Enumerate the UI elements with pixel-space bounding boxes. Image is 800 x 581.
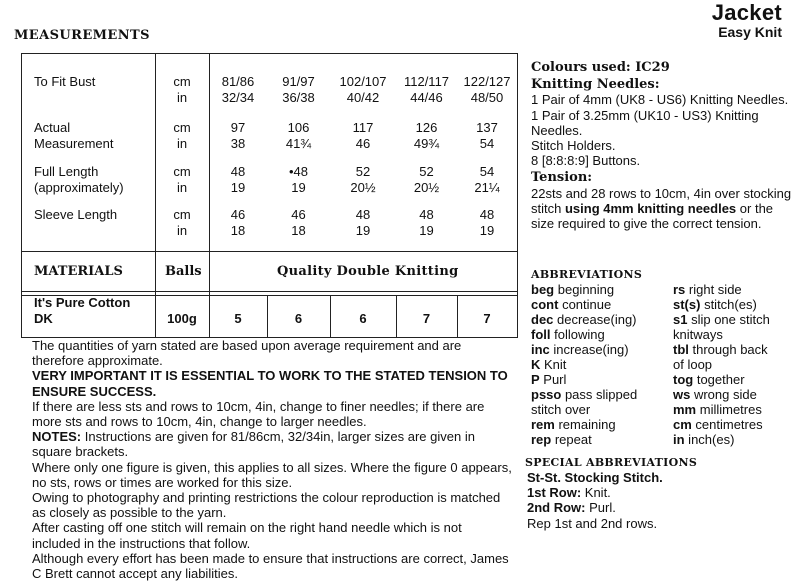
abbreviation-item — [531, 357, 566, 372]
measurements-table — [21, 53, 518, 338]
abbreviation-meaning: through back — [688, 342, 768, 357]
size-value: 18 — [230, 223, 246, 238]
abbreviation-item — [531, 402, 590, 417]
abbreviation-meaning: pass slipped — [561, 387, 638, 402]
abbreviation-meaning: centimetres — [691, 417, 763, 432]
abbreviation-term: tbl — [673, 342, 689, 357]
size-value: 20½ — [350, 180, 376, 195]
abbreviation-meaning: knitways — [673, 327, 723, 342]
size-value: 48 — [479, 207, 495, 222]
tension-needles: using 4mm knitting needles — [564, 200, 737, 216]
abbreviation-term: foll — [531, 327, 551, 342]
row-instruction — [527, 500, 663, 515]
abbreviation-term: psso — [531, 387, 562, 402]
abbreviation-item — [673, 327, 723, 342]
note-important: VERY IMPORTANT IT IS ESSENTIAL TO WORK TO THE STATED TENSION TO ENSURE SUCCESS. — [32, 368, 508, 399]
note-paragraph: Where only one figure is given, this applies to all sizes. Where the figure 0 appears, no sts, rows or times are worked for this size. — [32, 459, 512, 490]
row-label-length: Full Length — [34, 164, 99, 179]
needle-item: 1 Pair of 3.25mm (UK10 - US3) Knitting Needles. — [531, 107, 759, 138]
size-value: •48 — [288, 164, 308, 179]
abbreviation-item — [673, 342, 768, 357]
abbreviation-item — [673, 387, 757, 402]
special-abbreviations-body — [527, 470, 663, 531]
abbreviation-item — [673, 417, 763, 432]
yarn-name-line: DK — [34, 311, 53, 326]
size-value: 21¼ — [474, 180, 500, 195]
size-value: 46 — [355, 136, 371, 151]
unit-cm: cm — [173, 120, 191, 135]
row-label: 1st Row: — [527, 485, 582, 501]
abbreviation-term: dec — [531, 312, 554, 327]
special-abbreviations-heading: SPECIAL ABBREVIATIONS — [525, 456, 698, 469]
ball-amount: 6 — [294, 311, 303, 326]
needle-item: 8 [8:8:8:9] Buttons. — [531, 153, 641, 169]
table-divider — [22, 291, 517, 292]
size-value: 117 — [352, 120, 374, 135]
size-value: 52 — [355, 164, 371, 179]
repeat-instruction: Rep 1st and 2nd rows. — [527, 515, 658, 531]
abbreviation-meaning: increase(ing) — [549, 342, 629, 357]
abbreviation-item — [531, 417, 616, 432]
note-paragraph: The quantities of yarn stated are based upon average requirement and are therefore approximate. — [32, 338, 462, 369]
abbreviation-term: inc — [531, 342, 550, 357]
size-value: 20½ — [413, 180, 440, 195]
size-value: 122/127 — [463, 74, 511, 89]
abbreviation-item — [531, 432, 592, 447]
abbreviation-term: tog — [673, 372, 694, 387]
notes-label: NOTES: — [32, 429, 82, 445]
yarn-name-line: It's Pure Cotton — [34, 295, 131, 310]
abbreviation-meaning: millimetres — [696, 402, 762, 417]
note-paragraph: If there are less sts and rows to 10cm, 4in, change to finer needles; if there are more sts and rows to 10cm, 4in, change to larger needles. — [32, 398, 485, 430]
abbreviation-meaning: slip one stitch — [687, 312, 770, 327]
row-label: 2nd Row: — [527, 500, 586, 516]
abbreviation-item — [673, 312, 770, 327]
pattern-title: Jacket — [711, 0, 782, 25]
abbreviation-term: cm — [673, 417, 692, 432]
abbreviation-term: in — [673, 432, 685, 447]
abbreviation-item — [673, 432, 734, 447]
abbreviation-meaning: repeat — [551, 432, 592, 447]
abbreviation-term: mm — [673, 402, 697, 417]
abbreviation-meaning: stitch(es) — [700, 297, 757, 312]
note-paragraph: Owing to photography and printing restrictions the colour reproduction is matched as closely as possible to the yarn. — [32, 490, 501, 521]
abbreviation-item — [531, 342, 629, 357]
row-label-actual: Measurement — [34, 136, 114, 151]
abbreviation-item — [673, 357, 712, 372]
size-value: 52 — [419, 164, 434, 179]
abbreviation-term: P — [531, 372, 540, 387]
abbreviation-item — [673, 297, 757, 312]
size-value: 19 — [230, 180, 246, 195]
size-value: 46 — [291, 207, 306, 222]
size-value: 48 — [419, 207, 434, 222]
size-value: 54 — [479, 136, 495, 151]
ball-amount: 6 — [359, 311, 367, 326]
abbreviations-heading: ABBREVIATIONS — [531, 268, 643, 281]
abbreviation-term: ws — [673, 387, 691, 402]
row-instruction — [527, 485, 663, 500]
size-value: 46 — [230, 207, 246, 222]
ball-amount: 7 — [483, 311, 491, 326]
row-label-bust: To Fit Bust — [34, 74, 96, 89]
abbreviation-term: cont — [531, 297, 559, 312]
abbreviation-meaning: Purl — [539, 372, 567, 387]
size-value: 44/46 — [410, 90, 443, 105]
abbreviation-meaning: Knit — [540, 357, 567, 372]
size-value: 97 — [230, 120, 246, 135]
size-value: 48 — [355, 207, 371, 222]
abbreviation-term: rem — [531, 417, 555, 432]
size-value: 49¾ — [413, 136, 440, 151]
abbreviation-item — [531, 282, 614, 297]
unit-in: in — [176, 223, 188, 238]
abbreviation-term: K — [531, 357, 541, 372]
tension-part: or the size required to give the correct tension. — [531, 200, 774, 232]
quality-label: Quality Double Knitting — [277, 264, 459, 279]
abbreviation-meaning: continue — [558, 297, 612, 312]
abbreviation-meaning: wrong side — [690, 387, 757, 402]
ball-amount: 7 — [422, 311, 431, 326]
stitch-name: St-St. Stocking Stitch. — [527, 470, 663, 485]
size-value: 106 — [287, 120, 310, 135]
measurements-heading: MEASUREMENTS — [14, 28, 150, 43]
unit-cm: cm — [173, 164, 191, 179]
unit-cm: cm — [173, 207, 191, 222]
abbreviation-item — [673, 372, 745, 387]
abbreviation-meaning: of loop — [673, 357, 713, 372]
row-text: Knit. — [581, 485, 611, 501]
notes-section — [32, 338, 512, 581]
abbreviation-item — [531, 297, 611, 312]
abbreviation-meaning: remaining — [554, 417, 616, 432]
size-value: 36/38 — [282, 90, 315, 105]
size-value: 19 — [479, 223, 495, 238]
note-paragraph — [32, 429, 512, 459]
size-value: 19 — [291, 180, 306, 195]
size-value: 19 — [419, 223, 434, 238]
size-value: 48/50 — [470, 90, 504, 105]
requirements-column — [531, 60, 793, 231]
unit-in: in — [176, 90, 188, 105]
abbreviation-item — [531, 327, 605, 342]
size-value: 126 — [415, 120, 438, 135]
size-value: 91/97 — [282, 74, 315, 89]
unit-cm: cm — [173, 74, 191, 89]
abbreviation-item — [531, 372, 566, 387]
needles-heading: Knitting Needles: — [531, 77, 660, 93]
row-label-length: (approximately) — [34, 180, 124, 195]
needle-item: 1 Pair of 4mm (UK8 - US6) Knitting Needles. — [531, 92, 789, 108]
abbreviation-meaning: following — [550, 327, 605, 342]
note-paragraph: After casting off one stitch will remain on the right hand needle which is not included in the instructions that follow. — [32, 520, 462, 551]
size-value: 32/34 — [221, 90, 255, 105]
size-value: 54 — [479, 164, 495, 179]
tension-text — [531, 186, 793, 232]
size-value: 38 — [230, 136, 246, 151]
abbreviation-item — [531, 387, 637, 402]
size-value: 48 — [230, 164, 246, 179]
yarn-weight: 100g — [167, 311, 197, 326]
note-paragraph: Although every effort has been made to ensure that instructions are correct, James C Brett cannot accept any liabilities. — [32, 550, 509, 581]
abbreviation-term: st(s) — [673, 297, 701, 312]
size-value: 81/86 — [221, 74, 255, 89]
needle-item: Stitch Holders. — [531, 138, 616, 154]
row-label-sleeve: Sleeve Length — [34, 207, 118, 222]
abbreviation-term: rs — [673, 282, 686, 297]
pattern-subtitle: Easy Knit — [718, 24, 782, 40]
size-value: 41¾ — [285, 136, 312, 151]
balls-label: Balls — [165, 264, 202, 279]
abbreviation-item — [673, 402, 762, 417]
tension-part: 22sts and 28 rows to 10cm, 4in over stocking stitch — [531, 185, 792, 216]
abbreviation-item — [673, 282, 742, 297]
abbreviation-meaning: decrease(ing) — [553, 312, 637, 327]
row-text: Purl. — [585, 500, 616, 516]
size-value: 102/107 — [339, 74, 387, 89]
abbreviation-item — [531, 312, 637, 327]
unit-in: in — [176, 180, 188, 195]
abbreviation-meaning: together — [693, 372, 745, 387]
tension-heading: Tension: — [531, 170, 593, 186]
note-text: Instructions are given for 81/86cm, 32/34in, larger sizes are given in square brackets. — [32, 429, 475, 460]
size-value: 19 — [355, 223, 371, 238]
abbreviation-term: beg — [531, 282, 555, 297]
size-value: 18 — [291, 223, 306, 238]
abbreviation-term: s1 — [673, 312, 688, 327]
colours-used: Colours used: IC29 — [531, 60, 670, 75]
size-value: 112/117 — [403, 74, 450, 89]
abbreviation-term: rep — [531, 432, 552, 447]
unit-in: in — [176, 136, 188, 151]
size-value: 40/42 — [346, 90, 380, 105]
abbreviation-meaning: beginning — [554, 282, 615, 297]
materials-heading: MATERIALS — [34, 264, 123, 279]
abbreviation-meaning: inch(es) — [684, 432, 735, 447]
table-divider — [22, 251, 517, 252]
yarn-name — [34, 295, 130, 327]
size-value: 137 — [476, 120, 498, 135]
row-label-actual: Actual — [34, 120, 71, 135]
abbreviation-meaning: right side — [685, 282, 742, 297]
abbreviation-meaning: stitch over — [531, 402, 591, 417]
ball-amount: 5 — [234, 311, 242, 326]
